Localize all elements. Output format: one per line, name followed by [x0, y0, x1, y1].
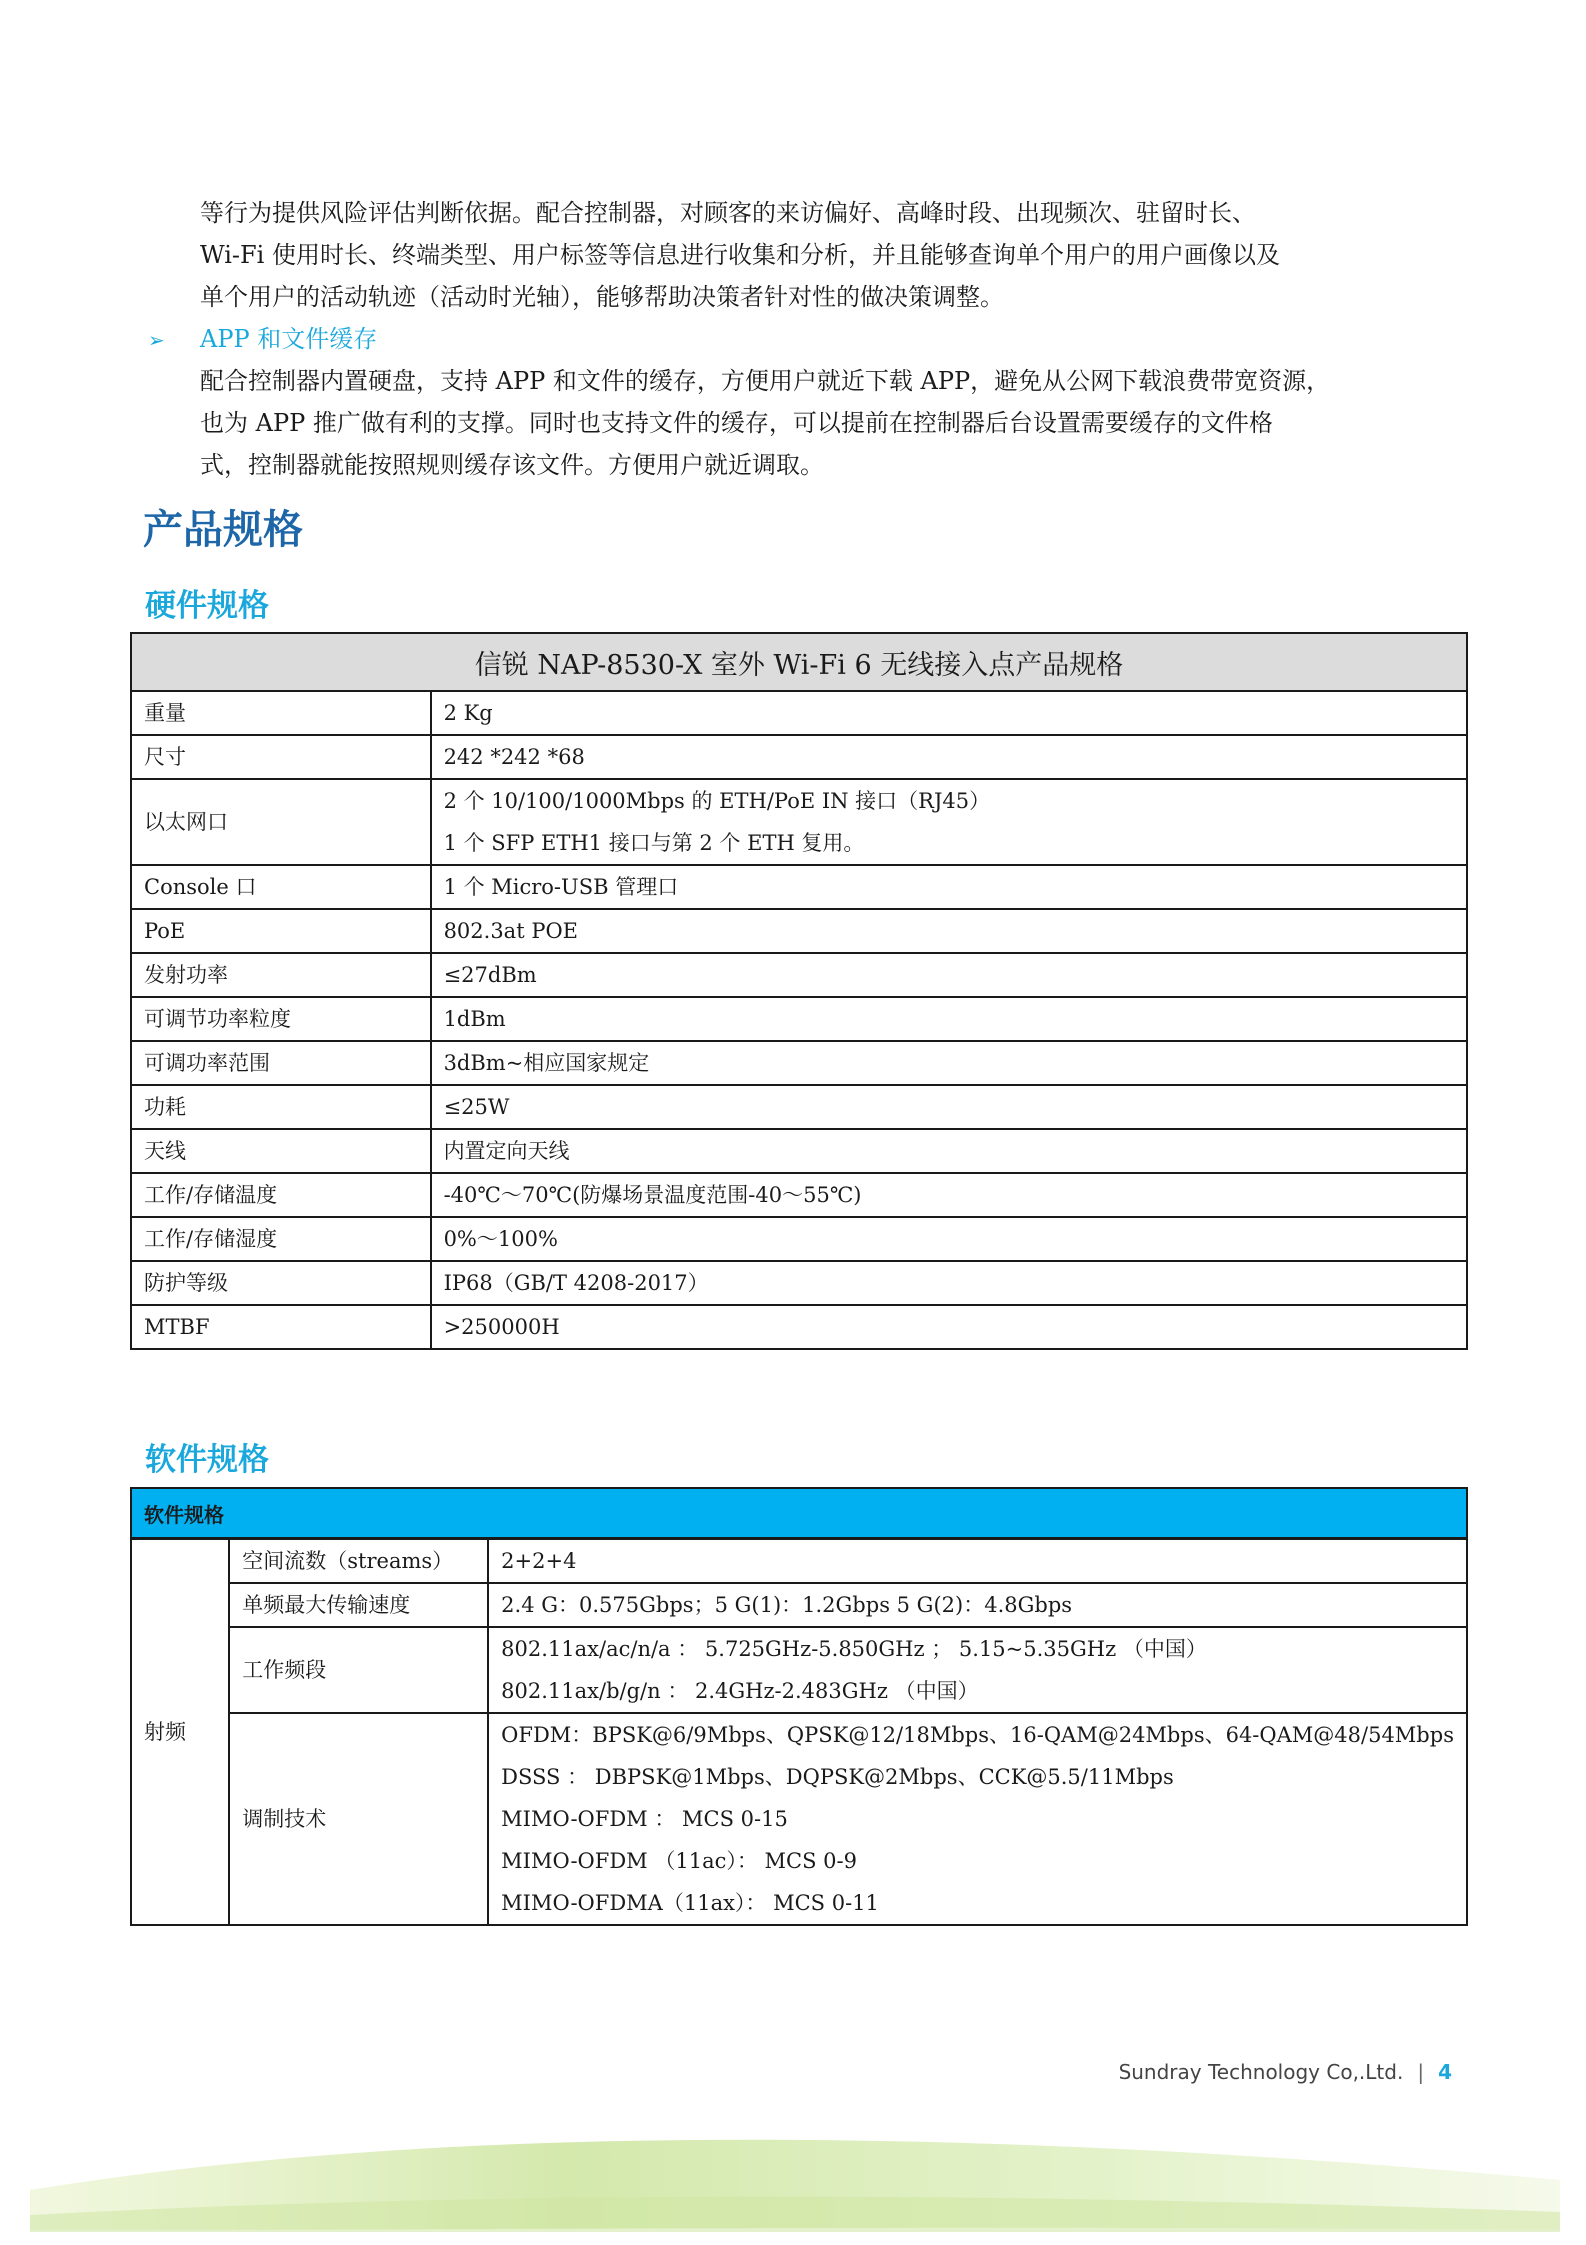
software-row	[131, 1539, 1467, 1584]
bullet-heading	[148, 318, 377, 360]
spec-value-line: 802.11ax/b/g/n ： 2.4GHz-2.483GHz （中国）	[501, 1679, 979, 1703]
spec-value	[431, 1173, 1467, 1217]
spec-value-line: 3dBm~相应国家规定	[443, 1051, 650, 1075]
spec-value-line: ≤27dBm	[443, 963, 537, 987]
spec-value-line: IP68（GB/T 4208-2017）	[443, 1271, 709, 1295]
hardware-row	[131, 735, 1467, 779]
page-number: 4	[1438, 2060, 1452, 2084]
spec-value	[488, 1583, 1467, 1627]
spec-value-line: 2 Kg	[443, 701, 493, 725]
spec-value	[488, 1539, 1467, 1584]
spec-value	[431, 997, 1467, 1041]
spec-label	[131, 1261, 431, 1305]
section-title: 产品规格	[143, 506, 303, 553]
spec-label-text: 防护等级	[144, 1271, 228, 1295]
spec-label-text: 功耗	[144, 1095, 186, 1119]
spec-label	[131, 1305, 431, 1349]
spec-value	[488, 1627, 1467, 1713]
spec-value-line: MIMO-OFDMA（11ax）： MCS 0-11	[501, 1891, 879, 1915]
spec-value	[431, 691, 1467, 735]
spec-label-text: 发射功率	[144, 963, 228, 987]
spec-value	[431, 1129, 1467, 1173]
group-label	[131, 1539, 229, 1926]
spec-label	[131, 1173, 431, 1217]
spec-label-text: 可调节功率粒度	[144, 1007, 291, 1031]
software-row	[131, 1583, 1467, 1627]
spec-label-text: 尺寸	[144, 745, 186, 769]
spec-value-line: MIMO-OFDM （11ac）： MCS 0-9	[501, 1849, 857, 1873]
spec-label	[131, 997, 431, 1041]
spec-label-text: 以太网口	[144, 810, 228, 834]
spec-value-line: OFDM：BPSK@6/9Mbps、QPSK@12/18Mbps、16-QAM@24Mbps、64-QAM@48/54Mbps	[501, 1723, 1454, 1747]
spec-value	[431, 1041, 1467, 1085]
spec-label	[229, 1627, 488, 1713]
spec-value-line: 802.3at POE	[443, 919, 578, 943]
hardware-row	[131, 1173, 1467, 1217]
spec-label	[131, 1041, 431, 1085]
spec-label	[131, 909, 431, 953]
spec-label-text: MTBF	[144, 1315, 210, 1339]
spec-label	[229, 1713, 488, 1925]
bullet-paragraph	[200, 360, 1460, 486]
spec-value	[431, 735, 1467, 779]
spec-label-text: 工作/存储湿度	[144, 1227, 278, 1251]
spec-label-text: 调制技术	[242, 1807, 327, 1831]
spec-value-line: 2 个 10/100/1000Mbps 的 ETH/PoE IN 接口（RJ45）	[443, 789, 991, 813]
spec-value	[431, 1085, 1467, 1129]
software-row	[131, 1627, 1467, 1713]
spec-value-line: 0%～100%	[443, 1227, 558, 1251]
spec-label	[131, 953, 431, 997]
intro-paragraph	[200, 192, 1460, 318]
spec-value	[431, 779, 1467, 865]
spec-value-line: 1dBm	[443, 1007, 506, 1031]
spec-value-line: -40℃～70℃(防爆场景温度范围-40～55℃)	[443, 1183, 862, 1207]
spec-label-text: 工作频段	[242, 1658, 327, 1682]
hardware-row	[131, 953, 1467, 997]
spec-value	[431, 909, 1467, 953]
bullet-line: 也为 APP 推广做有利的支撑。同时也支持文件的缓存，可以提前在控制器后台设置需要缓存的文件格	[200, 409, 1273, 437]
spec-value-line: 802.11ax/ac/n/a ： 5.725GHz-5.850GHz ； 5.15~5.35GHz （中国）	[501, 1637, 1207, 1661]
spec-label	[229, 1539, 488, 1584]
spec-value	[431, 1305, 1467, 1349]
group-label-text: 射频	[144, 1720, 186, 1744]
spec-label	[131, 1085, 431, 1129]
footer-wave-decoration	[0, 2120, 1586, 2245]
spec-label-text: 工作/存储温度	[144, 1183, 278, 1207]
intro-line: Wi-Fi 使用时长、终端类型、用户标签等信息进行收集和分析，并且能够查询单个用户的用户画像以及	[200, 241, 1280, 269]
spec-label-text: 天线	[144, 1139, 186, 1163]
spec-label	[131, 691, 431, 735]
spec-label	[131, 1129, 431, 1173]
hardware-row	[131, 691, 1467, 735]
spec-value-line: 2+2+4	[501, 1549, 577, 1573]
software-spec-table	[130, 1487, 1468, 1926]
spec-value-line: 242 *242 *68	[443, 745, 585, 769]
hardware-row	[131, 1129, 1467, 1173]
hardware-table-title: 信锐 NAP-8530-X 室外 Wi-Fi 6 无线接入点产品规格	[131, 633, 1467, 691]
spec-label-text: 重量	[144, 701, 186, 725]
spec-value	[488, 1713, 1467, 1925]
spec-value	[431, 1261, 1467, 1305]
page-footer	[1119, 2060, 1452, 2084]
company-name: Sundray Technology Co,.Ltd.	[1118, 2060, 1404, 2084]
spec-label	[131, 865, 431, 909]
hardware-row	[131, 1217, 1467, 1261]
hardware-row	[131, 1085, 1467, 1129]
spec-label-text: 可调功率范围	[144, 1051, 270, 1075]
spec-value-line: 1 个 Micro-USB 管理口	[443, 875, 679, 899]
hardware-row	[131, 1305, 1467, 1349]
intro-line: 等行为提供风险评估判断依据。配合控制器，对顾客的来访偏好、高峰时段、出现频次、驻留时长、	[200, 199, 1256, 227]
bullet-line: 式，控制器就能按照规则缓存该文件。方便用户就近调取。	[200, 451, 824, 479]
spec-label	[131, 779, 431, 865]
hardware-row	[131, 997, 1467, 1041]
intro-line: 单个用户的活动轨迹（活动时光轴），能够帮助决策者针对性的做决策调整。	[200, 283, 1004, 311]
spec-value	[431, 1217, 1467, 1261]
hardware-row	[131, 1041, 1467, 1085]
spec-label	[229, 1583, 488, 1627]
hardware-heading: 硬件规格	[145, 588, 269, 624]
spec-label-text: Console 口	[144, 875, 257, 899]
spec-label	[131, 735, 431, 779]
spec-value-line: MIMO-OFDM ： MCS 0-15	[501, 1807, 788, 1831]
spec-value-line: 1 个 SFP ETH1 接口与第 2 个 ETH 复用。	[443, 831, 865, 855]
spec-value-line: >250000H	[443, 1315, 560, 1339]
spec-value-line: 2.4 G：0.575Gbps；5 G(1)：1.2Gbps 5 G(2)：4.8Gbps	[501, 1593, 1073, 1617]
software-heading: 软件规格	[145, 1442, 269, 1478]
hardware-row	[131, 909, 1467, 953]
spec-value-line: ≤25W	[443, 1095, 510, 1119]
spec-label-text: 单频最大传输速度	[242, 1593, 411, 1617]
spec-value-line: DSSS ： DBPSK@1Mbps、DQPSK@2Mbps、CCK@5.5/11Mbps	[501, 1765, 1174, 1789]
hardware-row	[131, 1261, 1467, 1305]
spec-value-line: 内置定向天线	[443, 1139, 570, 1163]
spec-value	[431, 865, 1467, 909]
hardware-spec-table	[130, 632, 1468, 1350]
bullet-title: APP 和文件缓存	[200, 325, 378, 353]
spec-label	[131, 1217, 431, 1261]
hardware-row	[131, 779, 1467, 865]
spec-label-text: 空间流数（streams）	[242, 1549, 454, 1573]
hardware-row	[131, 865, 1467, 909]
spec-label-text: PoE	[144, 919, 186, 943]
arrow-bullet-icon: ➢	[148, 328, 165, 352]
spec-value	[431, 953, 1467, 997]
software-row	[131, 1713, 1467, 1925]
footer-separator: |	[1417, 2060, 1425, 2084]
software-table-title: 软件规格	[131, 1488, 1467, 1539]
bullet-line: 配合控制器内置硬盘，支持 APP 和文件的缓存，方便用户就近下载 APP，避免从公网下载浪费带宽资源，	[200, 367, 1331, 395]
